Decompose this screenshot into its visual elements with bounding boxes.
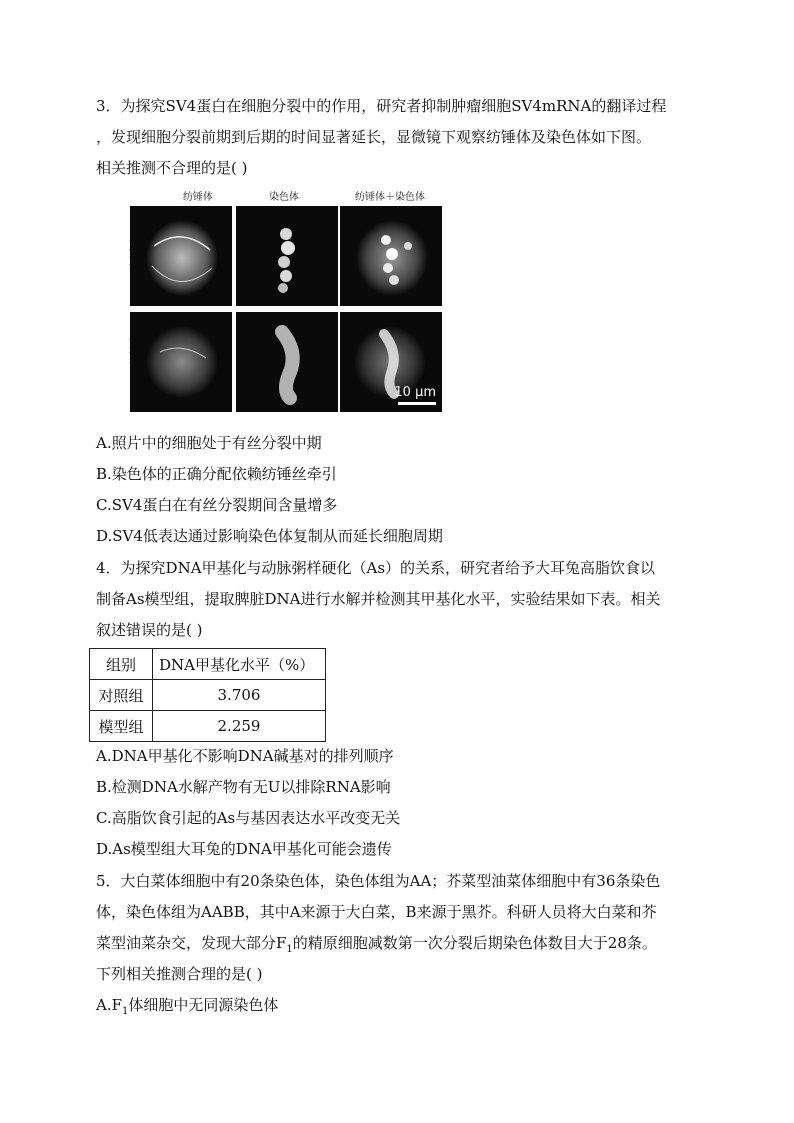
q5-stem-line4: 下列相关推测合理的是( ) (96, 965, 263, 983)
q4-option-b: B.检测DNA水解产物有无U以排除RNA影响 (96, 778, 391, 796)
q4-stem-line2: 制备As模型组，提取脾脏DNA进行水解并检测其甲基化水平，实验结果如下表。相关 (96, 590, 661, 608)
q5-optA-part1: A.F (96, 996, 123, 1014)
q5-line3-part1: 菜型油菜杂交，发现大部分F (96, 934, 287, 952)
q4-stem-line3: 叙述错误的是( ) (96, 621, 203, 639)
panel-experiment-spindle (130, 312, 232, 412)
microscopy-figure (128, 188, 442, 416)
q3-option-d: D.SV4低表达通过影响染色体复制从而延长细胞周期 (96, 527, 443, 545)
col-label-merged: 纺锤体＋染色体 (355, 192, 425, 203)
q3-stem-line3: 相关推测不合理的是( ) (96, 159, 248, 177)
col-label-spindle: 纺锤体 (183, 192, 213, 203)
q3-option-a: A.照片中的细胞处于有丝分裂中期 (96, 434, 322, 452)
q4-option-c: C.高脂饮食引起的As与基因表达水平改变无关 (96, 809, 401, 827)
table-header-group: 组别 (90, 649, 153, 680)
q3-stem-line2: ，发现细胞分裂前期到后期的时间显著延长，显微镜下观察纺锤体及染色体如下图。 (96, 128, 652, 146)
table-cell-group: 对照组 (90, 680, 153, 711)
table-header-level: DNA甲基化水平（%） (153, 649, 326, 680)
methylation-table (89, 648, 326, 742)
panel-experiment-chromosome (236, 312, 338, 412)
panel-control-spindle (130, 206, 232, 306)
q5-stem-line1: 5．大白菜体细胞中有20条染色体，染色体组为AA；芥菜型油菜体细胞中有36条染色 (96, 872, 661, 890)
q5-option-a (96, 995, 278, 1022)
panel-control-merged (340, 206, 442, 306)
scale-label: 10 μm (394, 385, 436, 400)
q5-stem-line3 (96, 933, 657, 960)
col-label-chromosome: 染色体 (269, 192, 299, 203)
q5-line3-part2: 的精原细胞减数第一次分裂后期染色体数目大于28条。 (292, 934, 657, 952)
q4-option-d: D.As模型组大耳兔的DNA甲基化可能会遗传 (96, 840, 392, 858)
q3-option-b: B.染色体的正确分配依赖纺锤丝牵引 (96, 465, 337, 483)
q4-stem-line1: 4．为探究DNA甲基化与动脉粥样硬化（As）的关系，研究者给予大耳兔高脂饮食以 (96, 559, 656, 577)
q5-line3-subscript: 1 (286, 944, 293, 955)
table-cell-group: 模型组 (90, 711, 153, 742)
panel-experiment-merged (340, 312, 442, 412)
panel-control-chromosome (236, 206, 338, 306)
q5-optA-part2: 体细胞中无同源染色体 (128, 996, 279, 1014)
table-cell-level: 3.706 (153, 680, 326, 711)
q5-stem-line2: 体，染色体组为AABB，其中A来源于大白菜，B来源于黑芥。科研人员将大白菜和芥 (96, 903, 657, 921)
q3-option-c: C.SV4蛋白在有丝分裂期间含量增多 (96, 496, 338, 514)
table-cell-level: 2.259 (153, 711, 326, 742)
table-row (90, 711, 326, 742)
q4-option-a: A.DNA甲基化不影响DNA碱基对的排列顺序 (96, 747, 394, 765)
table-row (90, 680, 326, 711)
table-header-row (90, 649, 326, 680)
scale-bar (398, 402, 436, 405)
q5-optA-subscript: 1 (122, 1006, 129, 1017)
q3-stem-line1: 3．为探究SV4蛋白在细胞分裂中的作用，研究者抑制肿瘤细胞SV4mRNA的翻译过程 (96, 97, 667, 115)
